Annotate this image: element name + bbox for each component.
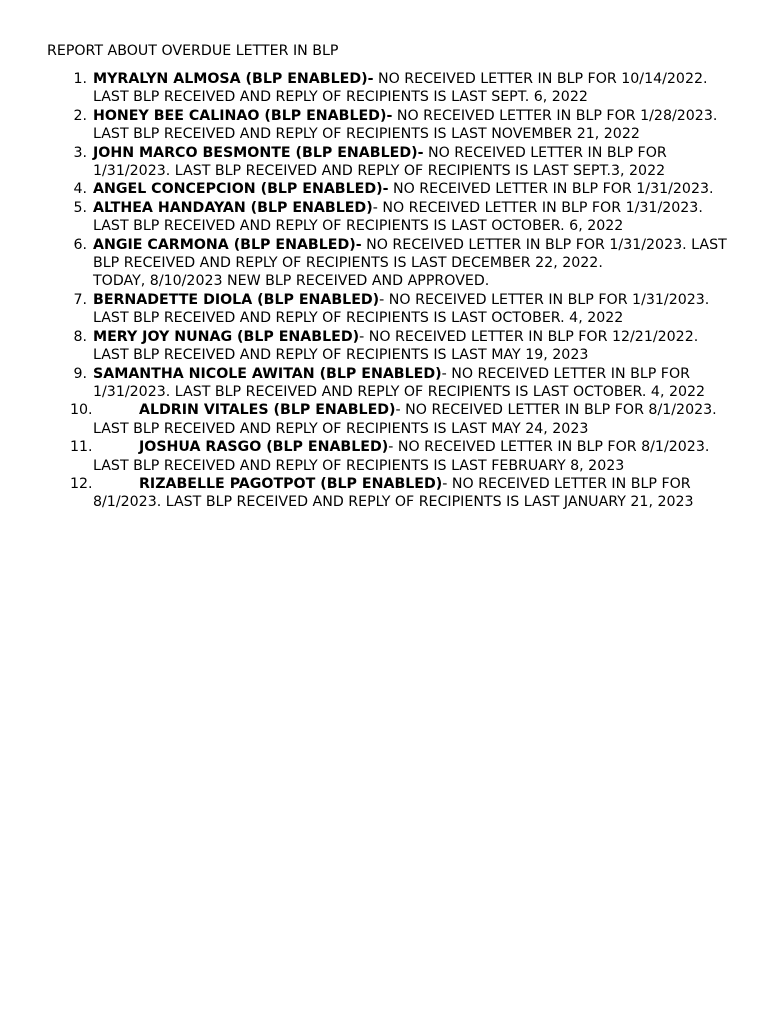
recipient-name: ALTHEA HANDAYAN (BLP ENABLED) xyxy=(93,199,373,216)
item-number: 1. xyxy=(73,71,87,87)
item-number: 10. xyxy=(70,402,93,419)
list-item xyxy=(0,236,768,291)
recipient-name: JOHN MARCO BESMONTE (BLP ENABLED)- xyxy=(93,144,424,161)
item-details: - NO RECEIVED LETTER IN BLP FOR 12/21/2022. LAST BLP RECEIVED AND REPLY OF RECIPIENTS IS LAST MAY 19, 2023 xyxy=(93,328,699,364)
item-details: - NO RECEIVED LETTER IN BLP FOR 1/31/2023. LAST BLP RECEIVED AND REPLY OF RECIPIENTS IS LAST OCTOBER. 6, 2022 xyxy=(93,199,703,235)
item-details: - NO RECEIVED LETTER IN BLP FOR 1/31/2023. LAST BLP RECEIVED AND REPLY OF RECIPIENTS IS LAST OCTOBER. 4, 2022 xyxy=(93,365,706,400)
list-item xyxy=(0,328,768,365)
list-item xyxy=(0,199,768,236)
item-number: 11. xyxy=(70,439,93,456)
item-number: 9. xyxy=(73,365,87,382)
item-number: 12. xyxy=(70,475,93,492)
item-details: - NO RECEIVED LETTER IN BLP FOR 8/1/2023. LAST BLP RECEIVED AND REPLY OF RECIPIENTS IS LAST MAY 24, 2023 xyxy=(93,402,717,437)
list-item xyxy=(0,180,768,198)
recipient-name: ANGIE CARMONA (BLP ENABLED)- xyxy=(93,236,362,253)
recipient-name: SAMANTHA NICOLE AWITAN (BLP ENABLED) xyxy=(93,365,442,382)
list-item xyxy=(0,144,768,181)
item-note: TODAY, 8/10/2023 NEW BLP RECEIVED AND APPROVED. xyxy=(93,273,490,290)
recipient-name: MERY JOY NUNAG (BLP ENABLED) xyxy=(93,328,360,345)
item-details: - NO RECEIVED LETTER IN BLP FOR 8/1/2023. LAST BLP RECEIVED AND REPLY OF RECIPIENTS IS LAST JANUARY 21, 2023 xyxy=(93,475,694,511)
list-item xyxy=(0,475,768,512)
list-item xyxy=(0,438,768,475)
item-number: 7. xyxy=(73,291,87,308)
item-number: 6. xyxy=(73,236,87,253)
item-number: 8. xyxy=(73,328,87,345)
list-item xyxy=(0,365,768,402)
recipient-name: ANGEL CONCEPCION (BLP ENABLED)- xyxy=(93,181,389,198)
item-details: NO RECEIVED LETTER IN BLP FOR 10/14/2022. LAST BLP RECEIVED AND REPLY OF RECIPIENTS IS LAST SEPT. 6, 2022 xyxy=(93,71,708,106)
item-details: - NO RECEIVED LETTER IN BLP FOR 1/31/2023. LAST BLP RECEIVED AND REPLY OF RECIPIENTS IS LAST OCTOBER. 4, 2022 xyxy=(93,291,710,327)
item-number: 3. xyxy=(73,144,87,161)
recipient-name: MYRALYN ALMOSA (BLP ENABLED)- xyxy=(93,71,374,87)
item-details: NO RECEIVED LETTER IN BLP FOR 1/31/2023. xyxy=(388,181,714,198)
list-item xyxy=(0,70,768,107)
item-details: NO RECEIVED LETTER IN BLP FOR 1/31/2023. LAST BLP RECEIVED AND REPLY OF RECIPIENTS IS LAST SEPT.3, 2022 xyxy=(93,144,667,180)
list-item xyxy=(0,401,768,438)
recipient-name: JOSHUA RASGO (BLP ENABLED) xyxy=(139,439,389,456)
item-details: NO RECEIVED LETTER IN BLP FOR 1/31/2023. LAST BLP RECEIVED AND REPLY OF RECIPIENTS IS LAST DECEMBER 22, 2022. xyxy=(93,236,727,272)
item-number: 4. xyxy=(73,181,87,198)
item-details: - NO RECEIVED LETTER IN BLP FOR 8/1/2023. LAST BLP RECEIVED AND REPLY OF RECIPIENTS IS LAST FEBRUARY 8, 2023 xyxy=(93,439,710,474)
recipient-name: RIZABELLE PAGOTPOT (BLP ENABLED) xyxy=(139,475,443,492)
list-item xyxy=(0,107,768,144)
item-number: 5. xyxy=(73,199,87,216)
recipient-name: HONEY BEE CALINAO (BLP ENABLED)- xyxy=(93,107,393,124)
item-number: 2. xyxy=(73,107,87,124)
report-title: REPORT ABOUT OVERDUE LETTER IN BLP xyxy=(47,43,339,59)
item-details: NO RECEIVED LETTER IN BLP FOR 1/28/2023. LAST BLP RECEIVED AND REPLY OF RECIPIENTS IS LAST NOVEMBER 21, 2022 xyxy=(93,107,718,143)
overdue-letter-list xyxy=(0,70,768,512)
recipient-name: ALDRIN VITALES (BLP ENABLED) xyxy=(139,402,396,419)
recipient-name: BERNADETTE DIOLA (BLP ENABLED) xyxy=(93,291,380,308)
list-item xyxy=(0,291,768,328)
